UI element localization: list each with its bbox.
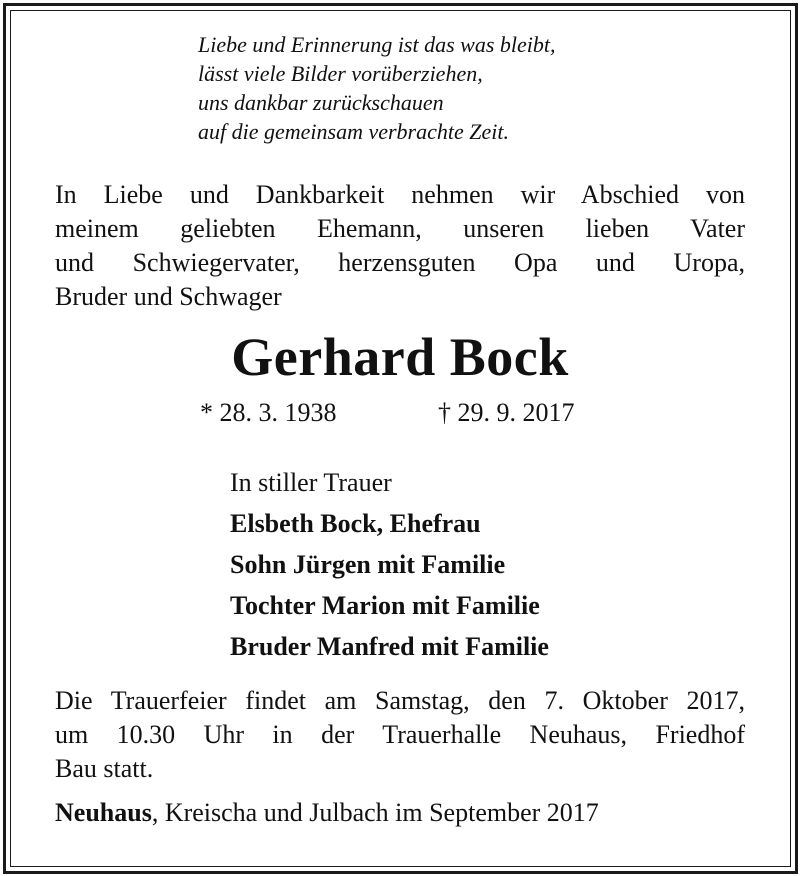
poem-line: auf die gemeinsam verbrachte Zeit. [198, 119, 509, 144]
memorial-poem [198, 30, 556, 146]
farewell-text [55, 178, 745, 314]
birth-date: * 28. 3. 1938 [200, 398, 337, 427]
death-date: † 29. 9. 2017 [438, 398, 575, 427]
place-rest: , Kreischa und Julbach im September 2017 [151, 798, 599, 827]
farewell-line: Bruder und Schwager [55, 282, 282, 311]
farewell-line: meinem geliebten Ehemann, unseren lieben Vater [55, 214, 745, 243]
mourners-list [230, 462, 549, 667]
service-line: Bau statt. [55, 754, 154, 783]
poem-line: Liebe und Erinnerung ist das was bleibt, [198, 32, 556, 57]
place-and-date [55, 798, 599, 828]
service-line: um 10.30 Uhr in der Trauerhalle Neuhaus, Friedhof [55, 720, 745, 749]
service-line: Die Trauerfeier findet am Samstag, den 7. Oktober 2017, [55, 686, 745, 715]
place-bold: Neuhaus [55, 798, 152, 827]
mourner-name: Elsbeth Bock, Ehefrau [230, 509, 481, 538]
poem-line: lässt viele Bilder vorüberziehen, [198, 61, 483, 86]
deceased-name: Gerhard Bock [231, 327, 569, 387]
mourner-name: Sohn Jürgen mit Familie [230, 550, 506, 579]
mourner-name: Bruder Manfred mit Familie [230, 632, 549, 661]
mourner-name: Tochter Marion mit Familie [230, 591, 540, 620]
service-info [55, 684, 745, 786]
farewell-line: und Schwiegervater, herzensguten Opa und Uropa, [55, 248, 745, 277]
poem-line: uns dankbar zurückschauen [198, 90, 444, 115]
mourners-lead: In stiller Trauer [230, 468, 392, 497]
farewell-line: In Liebe und Dankbarkeit nehmen wir Abschied von [55, 180, 745, 209]
